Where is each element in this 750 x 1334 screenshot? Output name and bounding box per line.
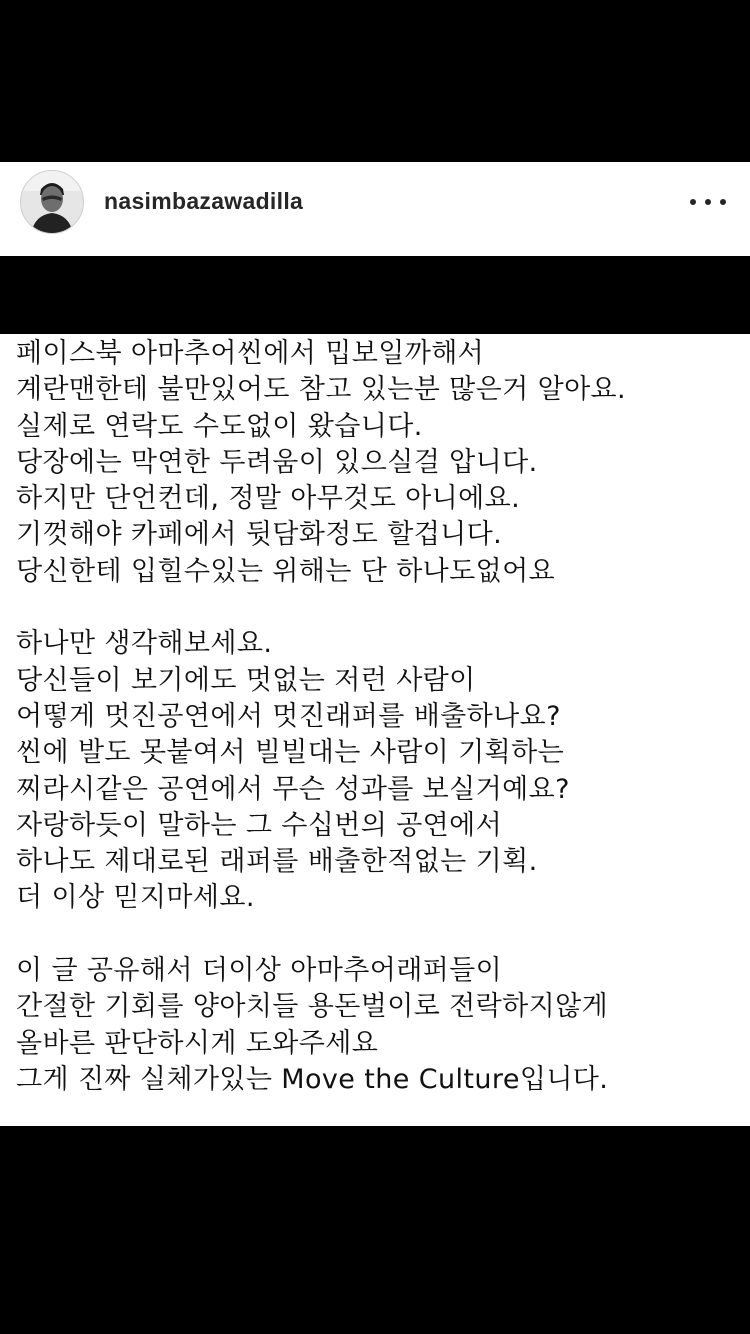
user-avatar-icon[interactable] [20,170,84,234]
paragraph-gap [16,590,736,626]
text-line: 하지만 단언컨데, 정말 아무것도 아니에요. [16,483,521,515]
more-dot [705,199,711,205]
text-line: 기껏해야 카페에서 뒷담화정도 할겁니다. [16,519,503,551]
post-image-text [0,334,750,1126]
post-text [16,336,736,1098]
text-line: 자랑하듯이 말하는 그 수십번의 공연에서 [16,809,503,841]
text-line: 씬에 발도 못붙여서 빌빌대는 사람이 기획하는 [16,737,565,769]
text-line: 간절한 기회를 양아치들 용돈벌이로 전락하지않게 [16,991,609,1023]
more-dot [690,199,696,205]
text-line: 찌라시같은 공연에서 무슨 성과를 보실거예요? [16,773,570,805]
post-header [0,162,750,256]
text-line: 어떻게 멋진공연에서 멋진래퍼를 배출하나요? [16,700,561,732]
text-line: 하나만 생각해보세요. [16,628,273,660]
bottom-black-area [0,1126,750,1334]
more-options-icon[interactable] [690,188,726,216]
text-line: 올바른 판단하시게 도와주세요 [16,1027,379,1059]
text-line: 당장에는 막연한 두려움이 있으실걸 압니다. [16,446,538,478]
avatar-portrait [21,171,83,233]
text-line: 실제로 연락도 수도없이 왔습니다. [16,410,423,442]
text-line: 페이스북 아마추어씬에서 밉보일까해서 [16,338,485,369]
text-line: 계란맨한테 불만있어도 참고 있는분 많은거 알아요. [16,374,627,406]
text-line: 그게 진짜 실체가있는 Move the Culture입니다. [16,1063,609,1095]
more-dot [720,199,726,205]
text-line: 이 글 공유해서 더이상 아마추어래퍼들이 [16,955,503,987]
text-line: 하나도 제대로된 래퍼를 배출한적없는 기획. [16,846,538,878]
paragraph-gap [16,917,736,953]
text-line: 더 이상 믿지마세요. [16,882,255,914]
image-top-black-band [0,256,750,334]
username[interactable]: nasimbazawadilla [104,188,304,214]
text-line: 당신들이 보기에도 멋없는 저런 사람이 [16,664,476,696]
text-line: 당신한테 입힐수있는 위해는 단 하나도없어요 [16,555,556,587]
top-black-area [0,0,750,162]
